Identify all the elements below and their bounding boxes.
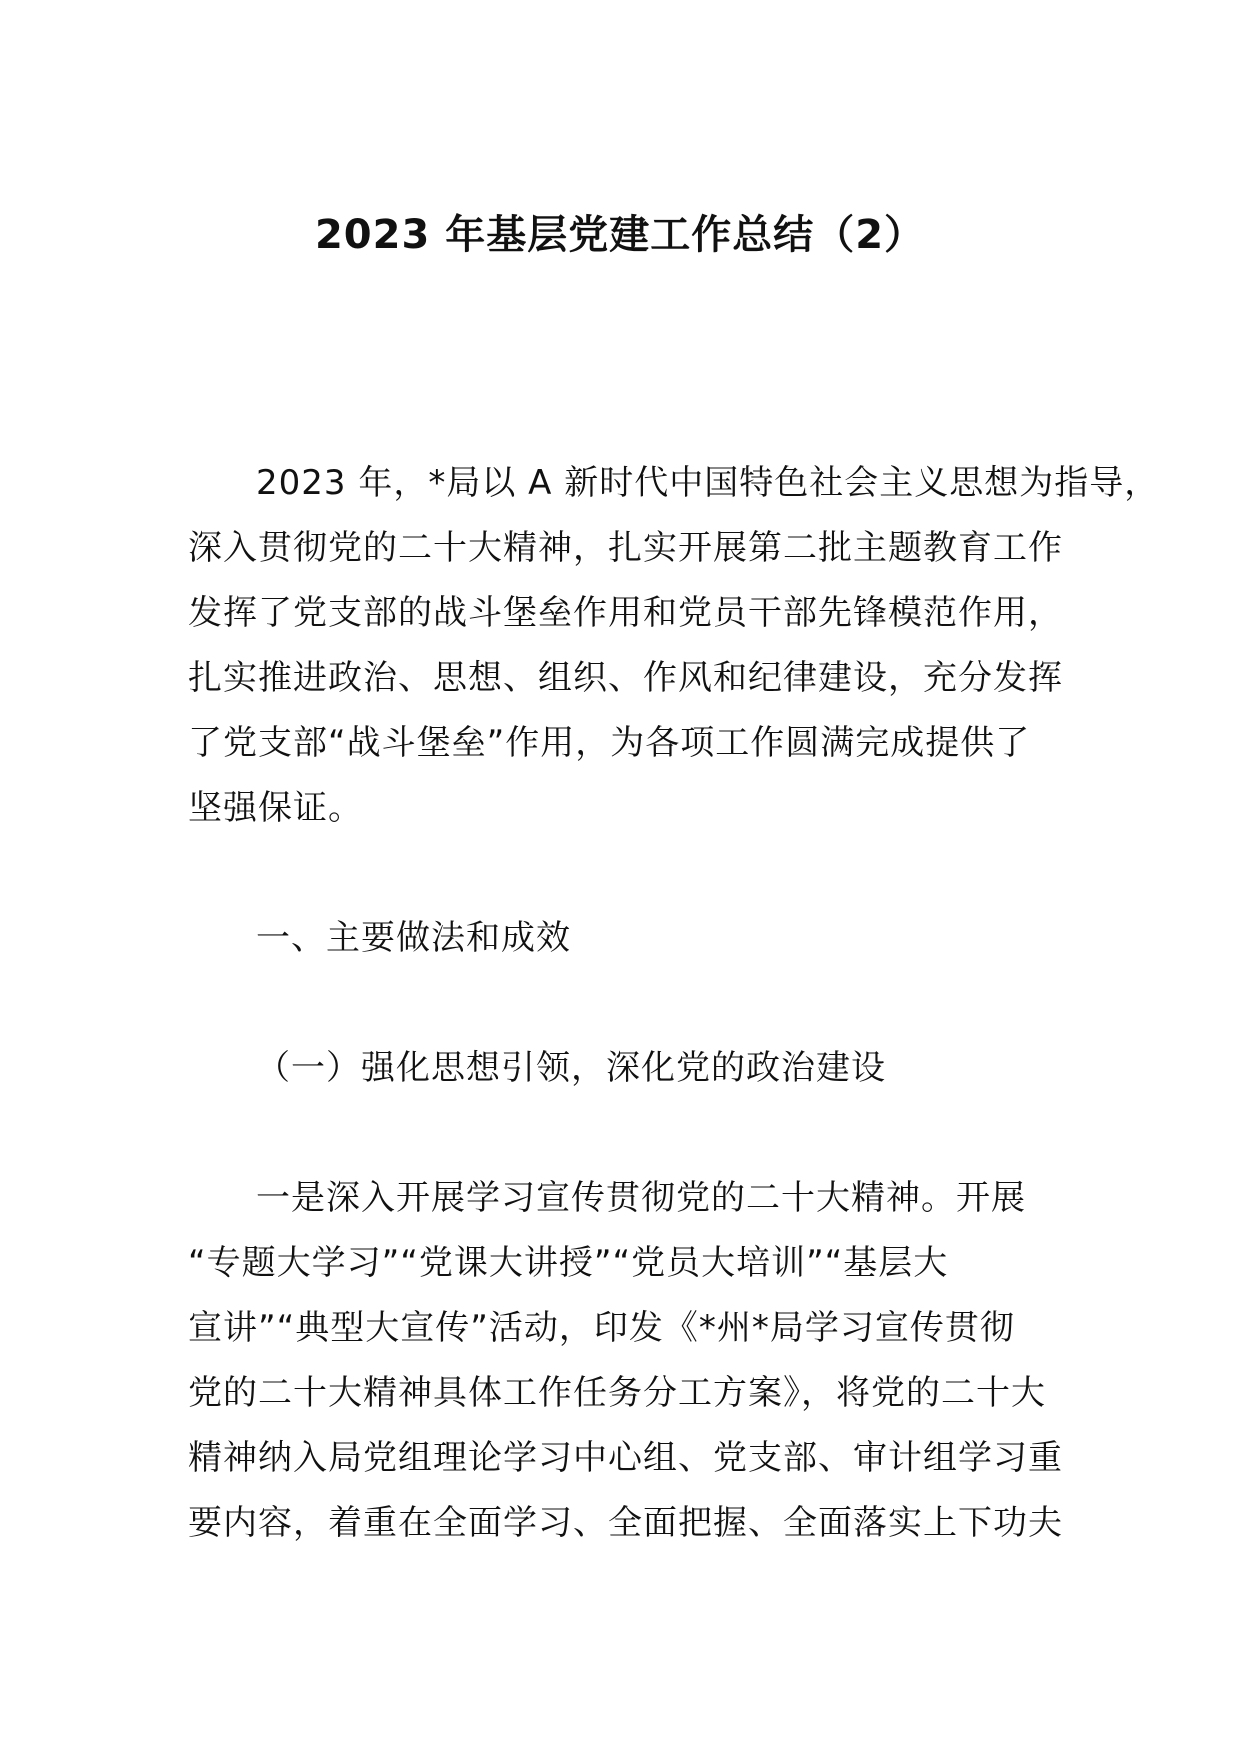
paragraph-line: 党的二十大精神具体工作任务分工方案》，将党的二十大	[188, 1373, 1046, 1413]
intro-paragraph	[188, 451, 1160, 841]
paragraph-line: 2023 年，*局以 A 新时代中国特色社会主义思想为指导，	[256, 463, 1160, 503]
paragraph-line: 扎实推进政治、思想、组织、作风和纪律建设，充分发挥	[188, 658, 1063, 698]
document-title: 2023 年基层党建工作总结（2）	[314, 212, 926, 258]
paragraph-line: “专题大学习”“党课大讲授”“党员大培训”“基层大	[188, 1243, 949, 1283]
paragraph-line: 精神纳入局党组理论学习中心组、党支部、审计组学习重	[188, 1438, 1063, 1478]
section-heading	[188, 906, 1068, 971]
subsection-heading-text: （一）强化思想引领，深化党的政治建设	[256, 1048, 886, 1088]
paragraph-line: 宣讲”“典型大宣传”活动，印发《*州*局学习宣传贯彻	[188, 1308, 1015, 1348]
section-heading-text: 一、主要做法和成效	[256, 918, 571, 958]
body-paragraph	[188, 1166, 1068, 1556]
paragraph-line: 发挥了党支部的战斗堡垒作用和党员干部先锋模范作用，	[188, 593, 1063, 633]
paragraph-line: 坚强保证。	[188, 788, 363, 828]
paragraph-line: 深入贯彻党的二十大精神，扎实开展第二批主题教育工作	[188, 528, 1063, 568]
subsection-heading	[188, 1036, 1068, 1101]
paragraph-line: 一是深入开展学习宣传贯彻党的二十大精神。开展	[256, 1178, 1026, 1218]
paragraph-line: 要内容，着重在全面学习、全面把握、全面落实上下功夫	[188, 1503, 1063, 1543]
paragraph-line: 了党支部“战斗堡垒”作用，为各项工作圆满完成提供了	[188, 723, 1031, 763]
